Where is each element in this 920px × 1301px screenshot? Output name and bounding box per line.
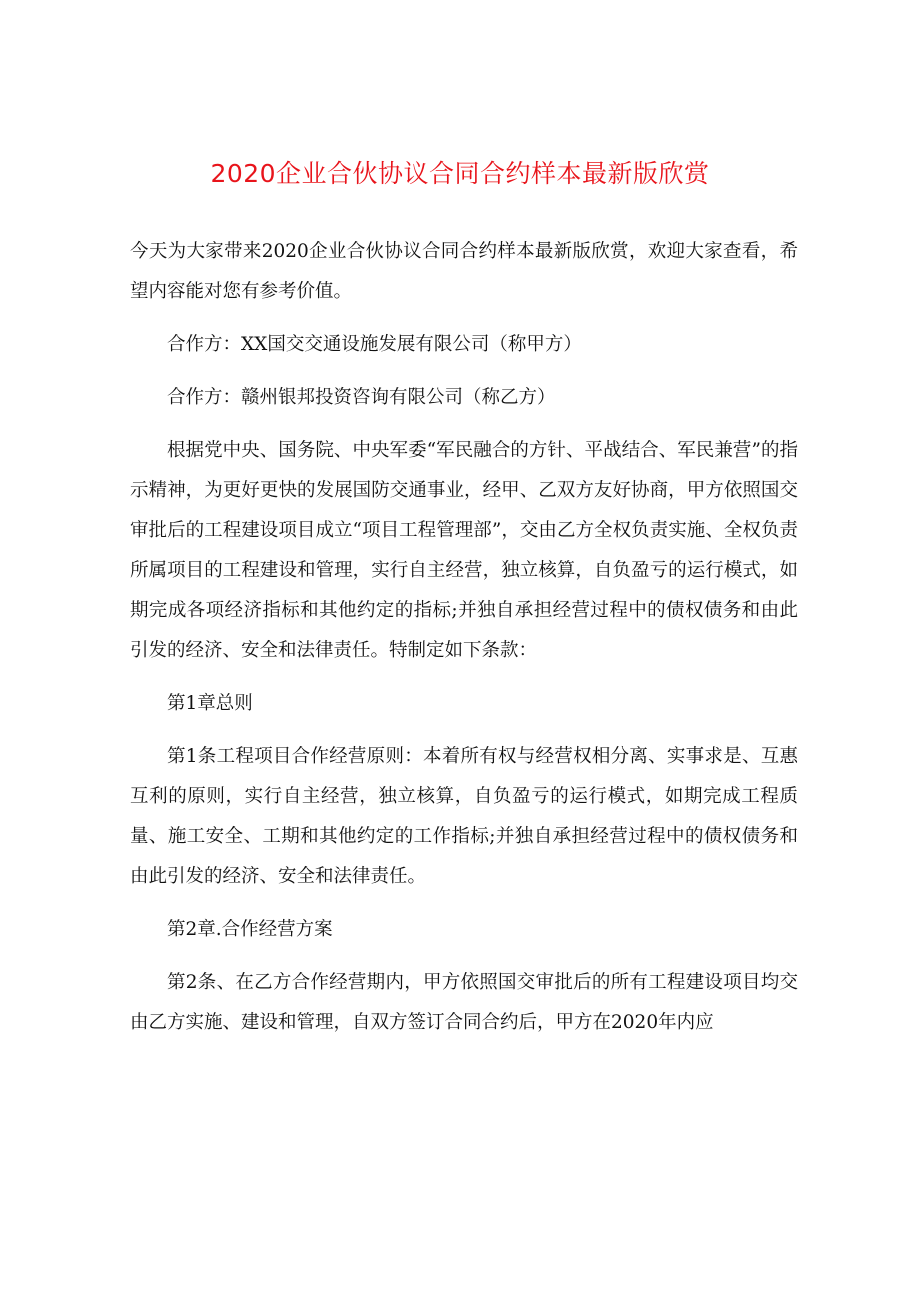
party-b-paragraph: 合作方：赣州银邦投资咨询有限公司（称乙方） xyxy=(167,387,556,408)
article-2-paragraph: 第2条、在乙方合作经营期内，甲方依照国交审批后的所有工程建设项目均交由乙方实施、建设和管理，自双方签订合同合约后，甲方在2020年内应 xyxy=(130,972,798,1033)
document-title: 2020企业合伙协议合同合约样本最新版欣赏 xyxy=(210,159,710,188)
article-1-paragraph: 第1条工程项目合作经营原则：本着所有权与经营权相分离、实事求是、互惠互利的原则，实行自主经营，独立核算，自负盈亏的运行模式，如期完成工程质量、施工安全、工期和其他约定的工作指标;并独自承担经营过程中的债权债务和由此引发的经济、安全和法律责任。 xyxy=(130,746,798,887)
document-body xyxy=(130,232,798,1056)
chapter-2-heading: 第2章.合作经营方案 xyxy=(167,919,333,940)
intro-paragraph: 今天为大家带来2020企业合伙协议合同合约样本最新版欣赏，欢迎大家查看，希望内容能对您有参考价值。 xyxy=(130,241,798,302)
chapter-1-heading: 第1章总则 xyxy=(167,693,253,714)
party-a-paragraph: 合作方：XX国交交通设施发展有限公司（称甲方） xyxy=(167,334,582,355)
preamble-paragraph: 根据党中央、国务院、中央军委“军民融合的方针、平战结合、军民兼营”的指示精神，为更好更快的发展国防交通事业，经甲、乙双方友好协商，甲方依照国交审批后的工程建设项目成立“项目工程管理部”，交由乙方全权负责实施、全权负责所属项目的工程建设和管理，实行自主经营，独立核算，自负盈亏的运行模式，如期完成各项经济指标和其他约定的指标;并独自承担经营过程中的债权债务和由此引发的经济、安全和法律责任。特制定如下条款： xyxy=(130,440,798,661)
